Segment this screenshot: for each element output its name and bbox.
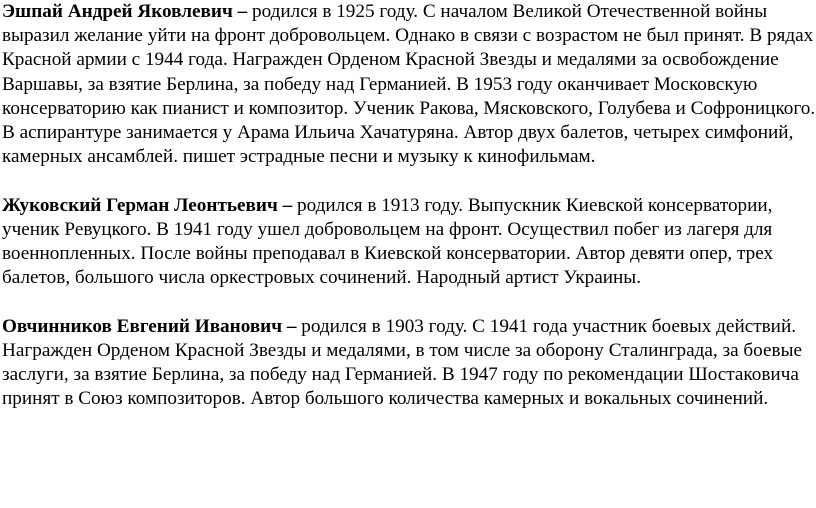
- biography-ovchinnikov: [2, 315, 816, 412]
- biography-zhukovsky: [2, 194, 816, 291]
- biography-name: Жуковский Герман Леонтьевич –: [2, 194, 293, 216]
- biography-eshpai: [2, 0, 816, 169]
- biography-text: родился в 1903 году. С 1941 года участник боевых действий. Награжден Орденом Красной Звезды и медалями, в том числе за оборону Сталинграда, за боевые заслуги, за взятие Берлина, за победу над Германией. В 1947 году по рекомендации Шостаковича принят в Союз композиторов. Автор большого количества камерных и вокальных сочинений.: [2, 315, 802, 410]
- biography-text: родился в 1913 году. Выпускник Киевской консерватории, ученик Ревуцкого. В 1941 году ушел добровольцем на фронт. Осуществил побег из лагеря для военнопленных. После войны преподавал в Киевской консерватории. Автор девяти опер, трех балетов, большого числа оркестровых сочинений. Народный артист Украины.: [2, 194, 774, 289]
- biography-name: Овчинников Евгений Иванович –: [2, 315, 297, 337]
- biography-name: Эшпай Андрей Яковлевич –: [2, 1, 248, 22]
- biography-text: родился в 1925 году. С началом Великой Отечественной войны выразил желание уйти на фронт добровольцем. Однако в связи с возрастом не был принят. В рядах Красной армии с 1944 года. Награжден Орденом Красной Звезды и медалями за освобождение Варшавы, за взятие Берлина, за победу над Германией. В 1953 году оканчивает Московскую консерваторию как пианист и композитор. Ученик Ракова, Мясковского, Голубева и Софроницкого. В аспирантуре занимается у Арама Ильича Хачатуряна. Автор двух балетов, четырех симфоний, камерных ансамблей. пишет эстрадные песни и музыку к кинофильмам.: [2, 1, 816, 168]
